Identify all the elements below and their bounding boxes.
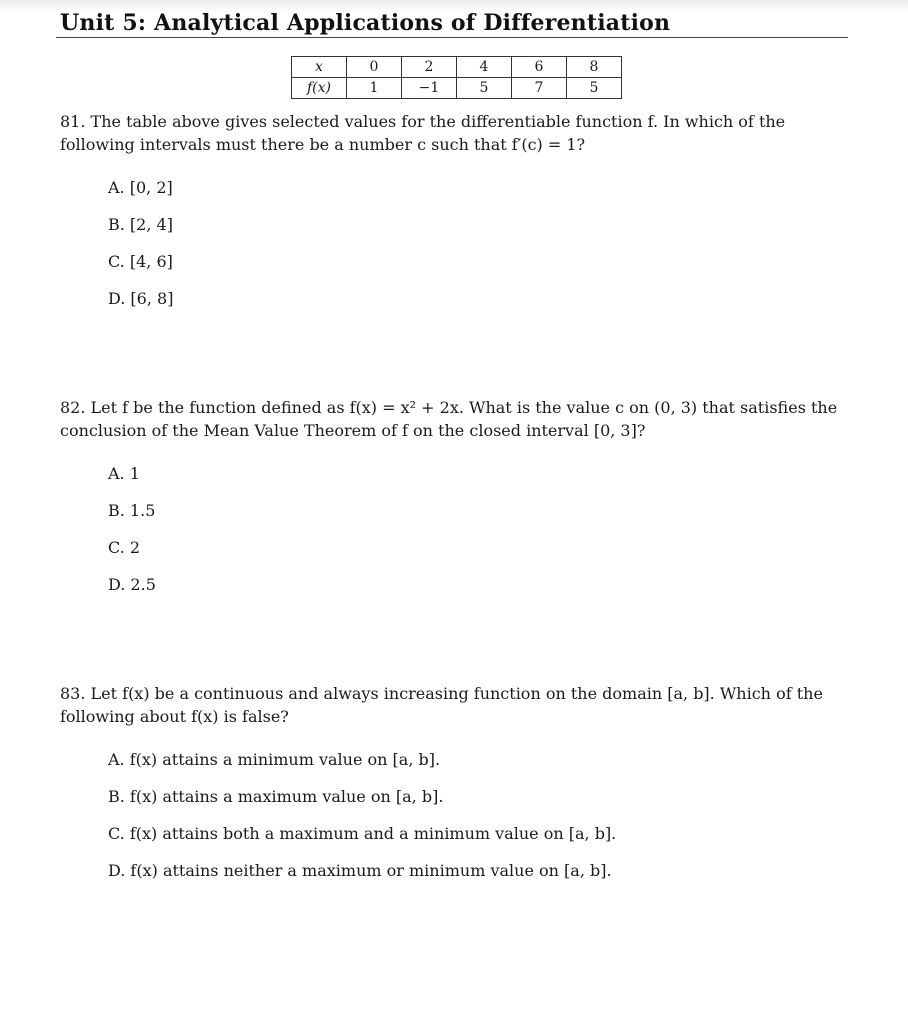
table-cell: −1 xyxy=(402,78,457,99)
choice-82-c[interactable]: C. 2 xyxy=(108,538,141,557)
choice-83-d[interactable]: D. f(x) attains neither a maximum or minimum value on [a, b]. xyxy=(108,861,612,880)
question-82-text: 82. Let f be the function defined as f(x) = x² + 2x. What is the value c on (0, 3) that satisfies the conclusion of the Mean Value Theorem of f on the closed interval [0, 3]? xyxy=(60,398,838,440)
question-83-text: 83. Let f(x) be a continuous and always increasing function on the domain [a, b]. Which of the following about f(x) is false? xyxy=(60,684,823,726)
table-cell: 7 xyxy=(512,78,567,99)
unit-title: Unit 5: Analytical Applications of Differentiation xyxy=(60,10,671,36)
choice-83-a[interactable]: A. f(x) attains a minimum value on [a, b]. xyxy=(108,750,441,769)
choice-82-a[interactable]: A. 1 xyxy=(108,464,140,483)
choice-81-b[interactable]: B. [2, 4] xyxy=(108,215,173,234)
choice-81-d[interactable]: D. [6, 8] xyxy=(108,289,174,308)
table-row-x xyxy=(292,57,622,78)
table-cell: 6 xyxy=(512,57,567,78)
choice-82-b[interactable]: B. 1.5 xyxy=(108,501,156,520)
choice-81-c[interactable]: C. [4, 6] xyxy=(108,252,173,271)
table-header-x: x xyxy=(292,57,347,78)
table-row-fx xyxy=(292,78,622,99)
function-values-table xyxy=(291,56,622,99)
question-81-text: 81. The table above gives selected values for the differentiable function f. In which of the following intervals must there be a number c such that f′(c) = 1? xyxy=(60,112,786,154)
table-cell: 0 xyxy=(347,57,402,78)
table-cell: 1 xyxy=(347,78,402,99)
choice-82-d[interactable]: D. 2.5 xyxy=(108,575,156,594)
table-cell: 5 xyxy=(567,78,622,99)
choice-83-b[interactable]: B. f(x) attains a maximum value on [a, b]. xyxy=(108,787,444,806)
table-header-fx: f(x) xyxy=(292,78,347,99)
table-cell: 8 xyxy=(567,57,622,78)
choice-83-c[interactable]: C. f(x) attains both a maximum and a minimum value on [a, b]. xyxy=(108,824,617,843)
table-cell: 4 xyxy=(457,57,512,78)
table-cell: 5 xyxy=(457,78,512,99)
choice-81-a[interactable]: A. [0, 2] xyxy=(108,178,173,197)
title-underline xyxy=(56,37,848,38)
table-cell: 2 xyxy=(402,57,457,78)
